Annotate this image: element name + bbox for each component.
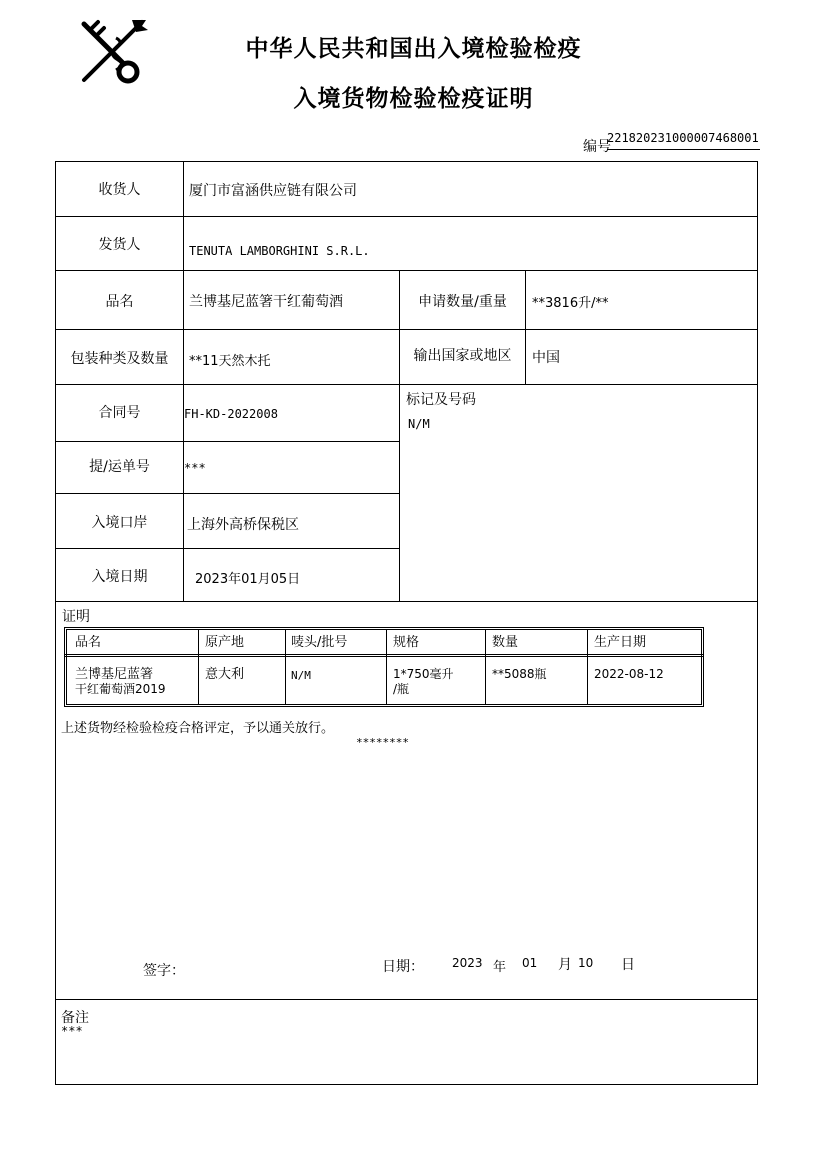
package-value: **11天然木托 — [189, 354, 271, 369]
signature-label: 签字： — [143, 963, 185, 979]
row-spec-line2: /瓶 — [393, 682, 410, 696]
row-quantity: **5088瓶 — [492, 667, 547, 681]
row-spec-line1: 1*750毫升 — [393, 667, 454, 681]
serial-number-value: 221820231000007468001 — [607, 131, 760, 150]
origin-country-label: 输出国家或地区 — [413, 348, 512, 364]
sign-date-label: 日期： — [382, 959, 424, 975]
remarks-label: 备注 — [61, 1010, 89, 1026]
row-name-line2: 干红葡萄酒2019 — [75, 682, 166, 696]
consignee-label: 收货人 — [98, 182, 141, 198]
product-value: 兰博基尼蓝箸干红葡萄酒 — [189, 294, 343, 310]
marks-label: 标记及号码 — [406, 392, 476, 408]
col-header-name: 品名 — [75, 635, 102, 650]
certificate-stars: ******** — [356, 736, 409, 749]
entry-date-value: 2023年01月05日 — [195, 572, 301, 587]
consignor-label: 发货人 — [98, 237, 141, 253]
row-mark: N/M — [291, 669, 311, 682]
sign-month: 01 — [522, 956, 538, 970]
port-value: 上海外高桥保税区 — [187, 517, 299, 533]
port-label: 入境口岸 — [91, 515, 148, 531]
goods-table — [64, 627, 706, 709]
row-name-line1: 兰博基尼蓝箸 — [75, 667, 154, 682]
row-origin: 意大利 — [205, 667, 245, 682]
col-header-quantity: 数量 — [492, 635, 519, 650]
contract-label: 合同号 — [98, 405, 141, 421]
origin-country-value: 中国 — [532, 350, 560, 366]
col-header-production-date: 生产日期 — [594, 635, 647, 650]
consignee-value: 厦门市富涵供应链有限公司 — [189, 183, 357, 199]
certificate-label: 证明 — [62, 609, 90, 625]
col-header-origin: 原产地 — [205, 635, 245, 650]
bill-label: 提/运单号 — [89, 459, 150, 475]
certificate-statement: 上述货物经检验检疫合格评定，予以通关放行。 — [61, 721, 335, 736]
remarks-value: *** — [61, 1024, 83, 1038]
quantity-value: **3816升/** — [532, 296, 609, 311]
col-header-spec: 规格 — [393, 635, 420, 650]
col-header-mark: 唛头/批号 — [291, 635, 348, 650]
sign-day-unit: 日 — [621, 957, 635, 973]
bill-value: *** — [184, 461, 206, 475]
quantity-label: 申请数量/重量 — [418, 294, 507, 310]
document-title-line2: 入境货物检验检疫证明 — [293, 86, 534, 112]
product-label: 品名 — [105, 294, 134, 310]
consignor-value: TENUTA LAMBORGHINI S.R.L. — [189, 244, 370, 258]
serial-number-label: 编号 — [583, 139, 611, 155]
marks-value: N/M — [408, 417, 430, 431]
document-title-line1: 中华人民共和国出入境检验检疫 — [245, 36, 582, 62]
contract-value: FH-KD-2022008 — [184, 407, 278, 421]
row-production-date: 2022-08-12 — [594, 667, 664, 681]
sign-year-unit: 年 — [493, 960, 507, 975]
entry-date-label: 入境日期 — [91, 569, 148, 585]
sign-day: 10 — [578, 956, 594, 970]
sign-month-unit: 月 — [558, 957, 572, 973]
certificate-frame — [55, 161, 758, 1085]
sign-year: 2023 — [452, 956, 483, 970]
package-label: 包装种类及数量 — [70, 351, 169, 367]
